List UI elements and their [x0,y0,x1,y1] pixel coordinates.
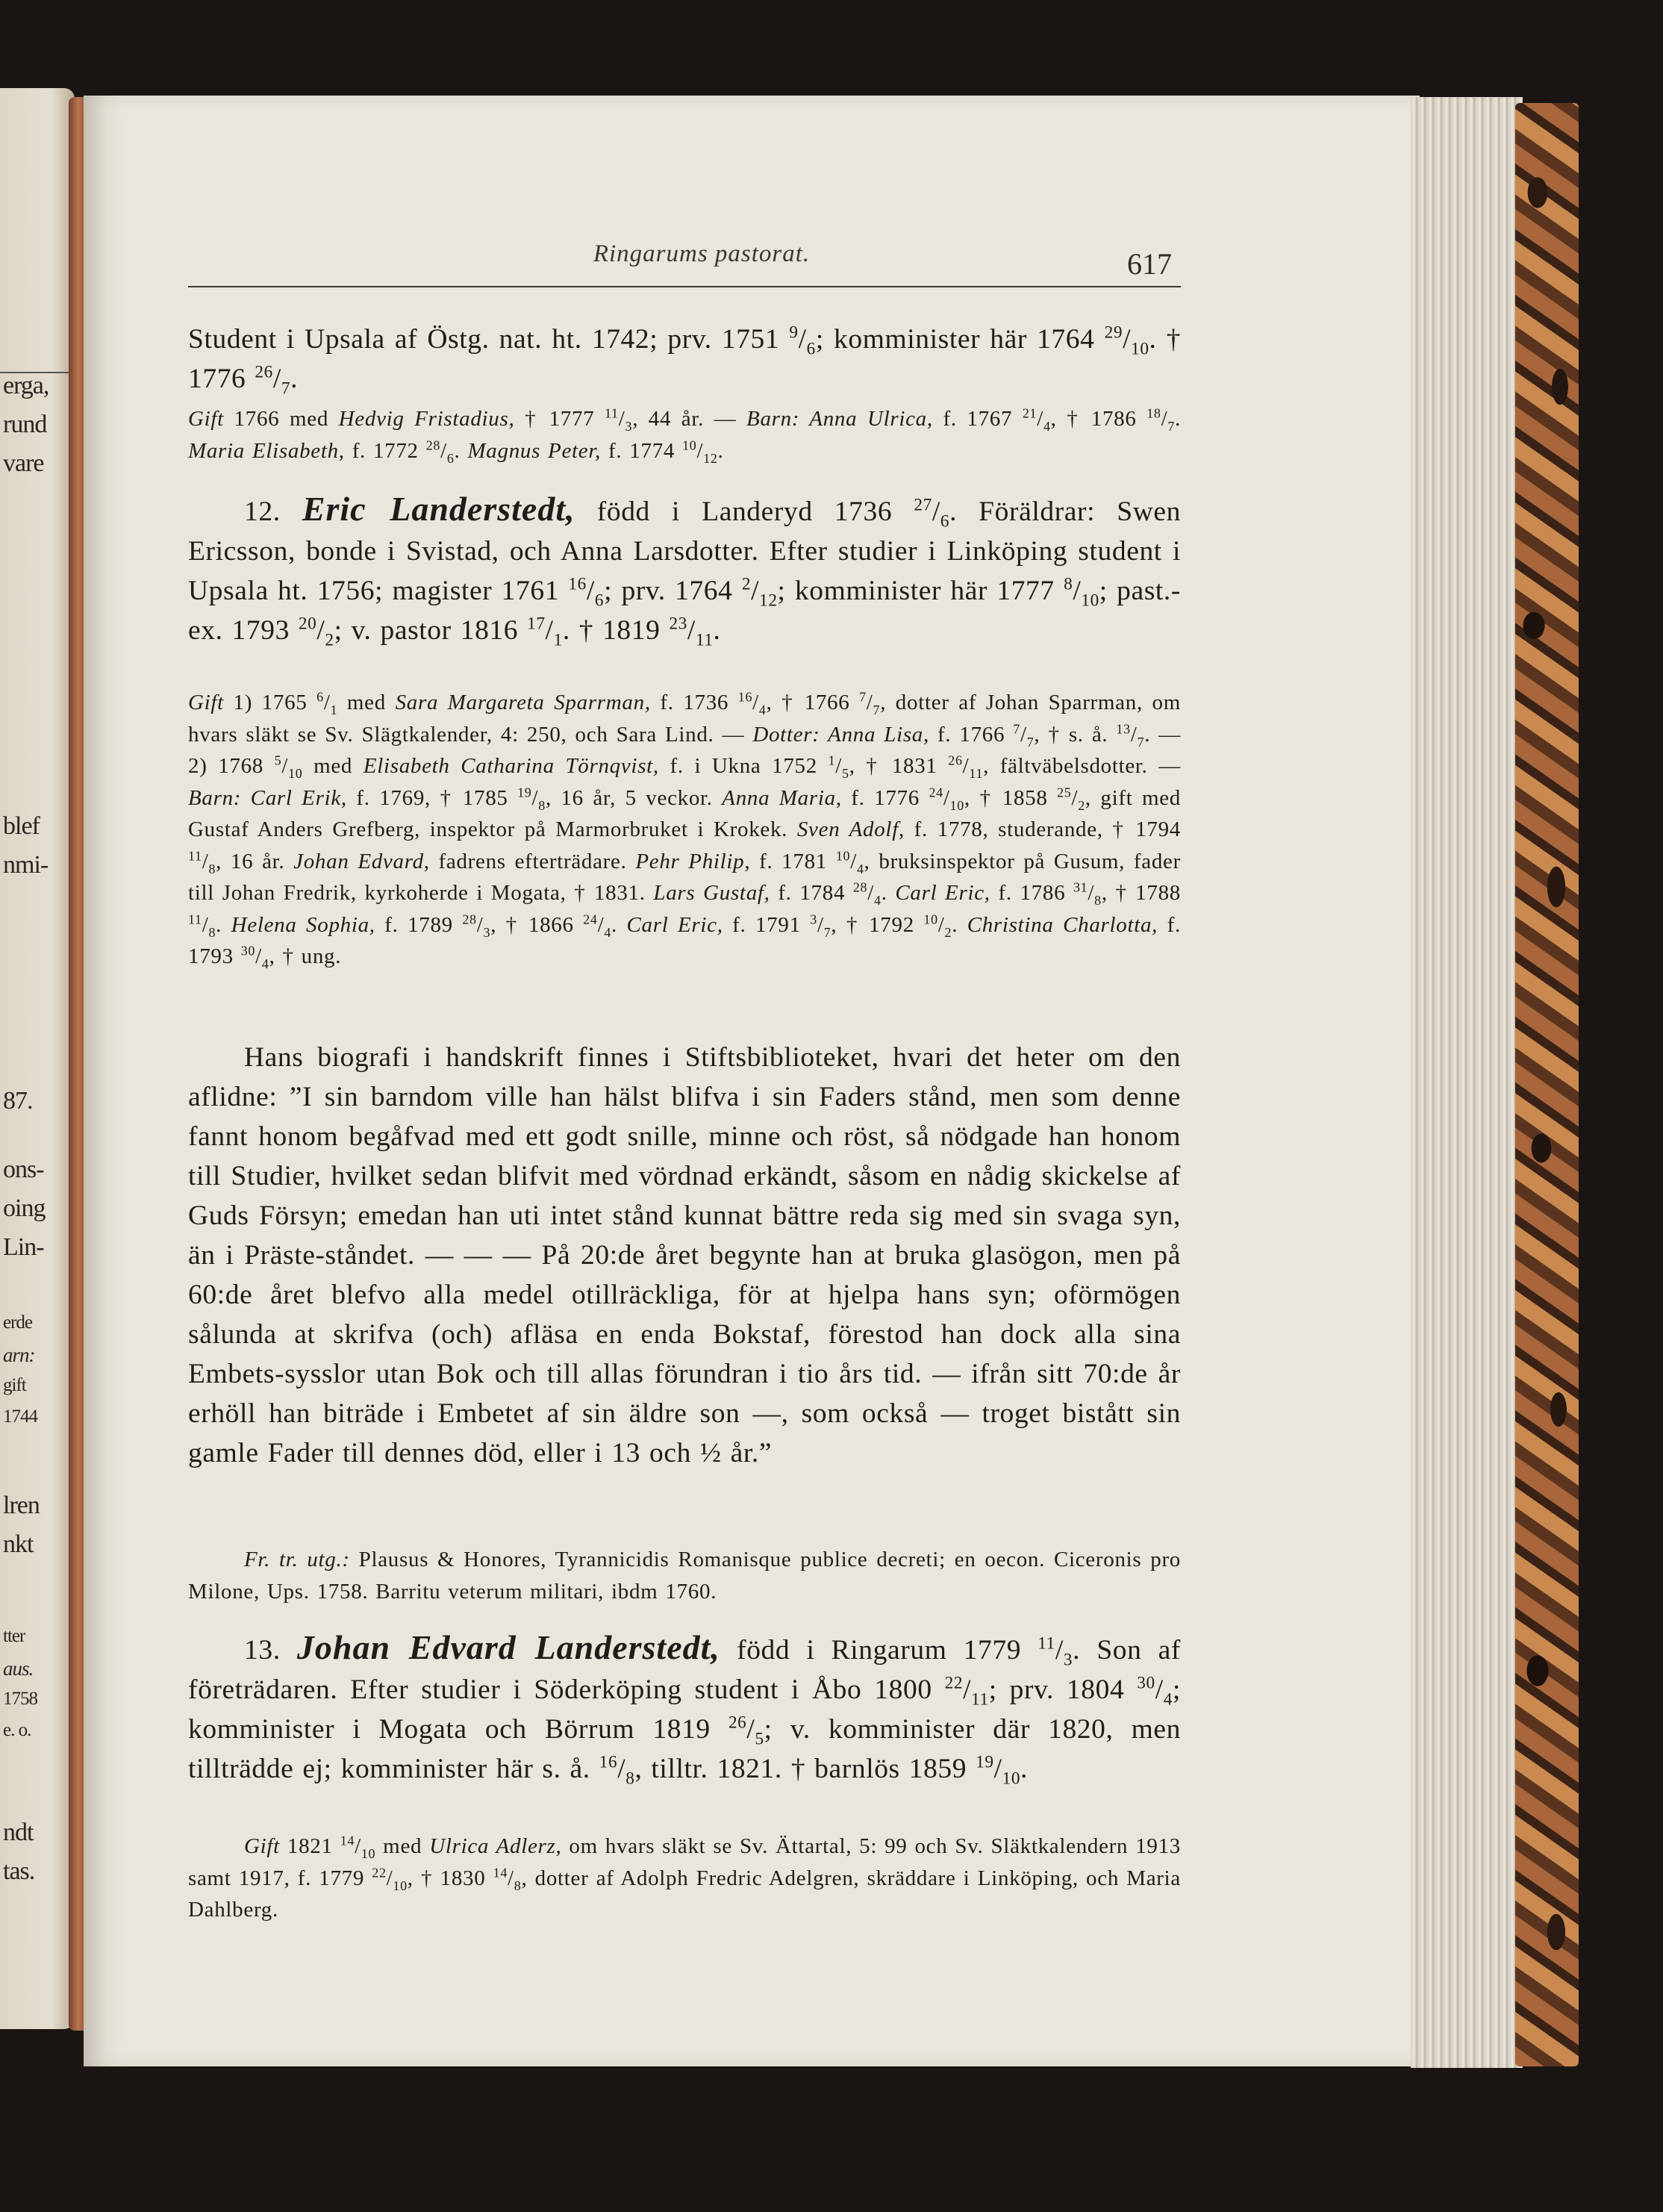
facing-page-fragment: tas. [3,1857,35,1885]
entry-11-marriage-note: Gift 1766 med Hedvig Fristadius, † 1777 $^{11}/_3$, 44 år. — Barn: Anna Ulrica, f. 1767 $^{21}/_4$, † 1786 $^{18}/_7$. Maria Elisabeth, f. 1772 $^{28}/_6$. Magnus Peter, f. 1774 $^{10}/_{12}$. [188,405,1181,466]
entry-11-continuation: Student i Upsala af Östg. nat. ht. 1742; prv. 1751 $^9/_6$; komminister här 1764 $^{29}/_{10}$. † 1776 $^{26}/_7$. [188,323,1181,399]
facing-page-fragment: rund [3,411,47,438]
marbled-cover [1515,103,1579,2066]
running-header: Ringarums pastorat. [593,240,811,267]
facing-page-fragment: arn: [3,1344,35,1366]
facing-page-fragment: e. o. [3,1720,31,1740]
entry-12-name: Eric Landerstedt, [302,490,575,528]
facing-page-fragment: tter [3,1626,25,1646]
entry-13-marriage-note: Gift 1821 $^{14}/_{10}$ med Ulrica Adlerz, om hvars släkt se Sv. Ättartal, 5: 99 och Sv. Släktkalendern 1913 samt 1917, f. 1779 $^{22}/_{10}$, † 1830 $^{14}/_8$, dotter af Adolph Fredric Adelgren, skräddare i Linköping, och Maria Dahlberg. [188,1833,1182,1922]
facing-page-fragment: 1758 [3,1689,37,1709]
facing-page-fragment: vare [3,449,44,477]
facing-page-fragment: Lin- [3,1233,44,1261]
facing-page-fragment: nmi- [3,851,49,879]
facing-page-fragment: erga, [3,372,49,399]
facing-page-fragment: ndt [3,1819,34,1846]
entry-13-johan-edvard-landerstedt: 13. Johan Edvard Landerstedt, född i Ringarum 1779 $^{11}/_3$. Son af företrädaren. Efter studier i Söderköping student i Åbo 1800 $^{22}/_{11}$; prv. 1804 $^{30}/_4$; komminister i Mogata och Börrum 1819 $^{26}/_5$; v. komminister där 1820, men tillträdde ej; komminister här s. å. $^{16}/_8$, tilltr. 1821. † barnlös 1859 $^{19}/_{10}$. [188,1628,1182,1789]
page-number: 617 [1127,247,1172,281]
entry-13-name: Johan Edvard Landerstedt, [296,1628,720,1666]
entry-12-works: Fr. tr. utg.: Plausus & Honores, Tyrannicidis Romanisque publice decreti; en oecon. Ciceronis pro Milone, Ups. 1758. Barritu veterum militari, ibdm 1760. [188,1548,1181,1604]
facing-page-fragment: ons- [3,1156,44,1183]
facing-page-fragment: blef [3,812,40,840]
entry-12-biography: Hans biografi i handskrift finnes i Stiftsbiblioteket, hvari det heter om den aflidne: ”I sin barndom ville han hälst blifva i sin Faders stånd, men som denne fannt honom begåfvad med ett godt snille, minne och röst, så nödgade han honom till Studier, hvilket sedan blifvit med vördnad erkändt, såsom en nådig skickelse af Guds Försyn; emedan han uti intet stånd kunnat bättre reda sig med sin svaga syn, än i Präste-ståndet. — — — På 20:de året begynte han at bruka glasögon, men på 60:de året blefvo alla medel otillräckliga, för at hjelpa hans syn; oförmögen sålunda at skrifva (och) afläsa en enda Bokstaf, förestod han dock alla sina Embets-sysslor utan Bok och till allas förundran i tio års tid. — ifrån sitt 70:de år erhöll han biträde i Embetet af sin äldre son —, som också — troget bistått sin gamle Fader till dennes död, eller i 13 och ½ år.” [188,1042,1181,1468]
facing-page-fragment: 1744 [3,1406,37,1427]
page-edges [1411,97,1523,2068]
entry-12-marriage-note: Gift 1) 1765 $^6/_1$ med Sara Margareta Sparrman, f. 1736 $^{16}/_4$, † 1766 $^7/_7$, dotter af Johan Sparrman, om hvars släkt se Sv. Slägtkalender, 4: 250, och Sara Lind. — Dotter: Anna Lisa, f. 1766 $^7/_7$, † s. å. $^{13}/_7$. — 2) 1768 $^5/_{10}$ med Elisabeth Catharina Törnqvist, f. i Ukna 1752 $^1/_5$, † 1831 $^{26}/_{11}$, fältväbelsdotter. — Barn: Carl Erik, f. 1769, † 1785 $^{19}/_8$, 16 år, 5 veckor. Anna Maria, f. 1776 $^{24}/_{10}$, † 1858 $^{25}/_2$, gift med Gustaf Anders Grefberg, inspektor på Marmorbruket i Krokek. Sven Adolf, f. 1778, studerande, † 1794 $^{11}/_8$, 16 år. Johan Edvard, fadrens efterträdare. Pehr Philip, f. 1781 $^{10}/_4$, bruksinspektor på Gusum, fader till Johan Fredrik, kyrkoherde i Mogata, † 1831. Lars Gustaf, f. 1784 $^{28}/_4$. Carl Eric, f. 1786 $^{31}/_8$, † 1788 $^{11}/_8$. Helena Sophia, f. 1789 $^{28}/_3$, † 1866 $^{24}/_4$. Carl Eric, f. 1791 $^3/_7$, † 1792 $^{10}/_2$. Christina Charlotta, f. 1793 $^{30}/_4$, † ung. [188,689,1182,971]
facing-page-fragment: oing [3,1194,46,1222]
facing-page-fragment: gift [3,1375,26,1395]
facing-page-fragment: erde [3,1312,33,1333]
facing-page-fragment: aus. [3,1657,34,1680]
facing-page-fragment: nkt [3,1530,34,1558]
header-rule [188,286,1181,287]
facing-page-left [0,88,75,2029]
entry-12-eric-landerstedt: 12. Eric Landerstedt, född i Landeryd 1736 $^{27}/_6$. Föräldrar: Swen Ericsson, bonde i Svistad, och Anna Larsdotter. Efter studier i Linköping student i Upsala ht. 1756; magister 1761 $^{16}/_6$; prv. 1764 $^2/_{12}$; komminister här 1777 $^8/_{10}$; past.-ex. 1793 $^{20}/_2$; v. pastor 1816 $^{17}/_1$. † 1819 $^{23}/_{11}$. [188,490,1182,650]
facing-page-fragment: 87. [3,1087,33,1115]
facing-page-fragment: lren [3,1492,40,1519]
